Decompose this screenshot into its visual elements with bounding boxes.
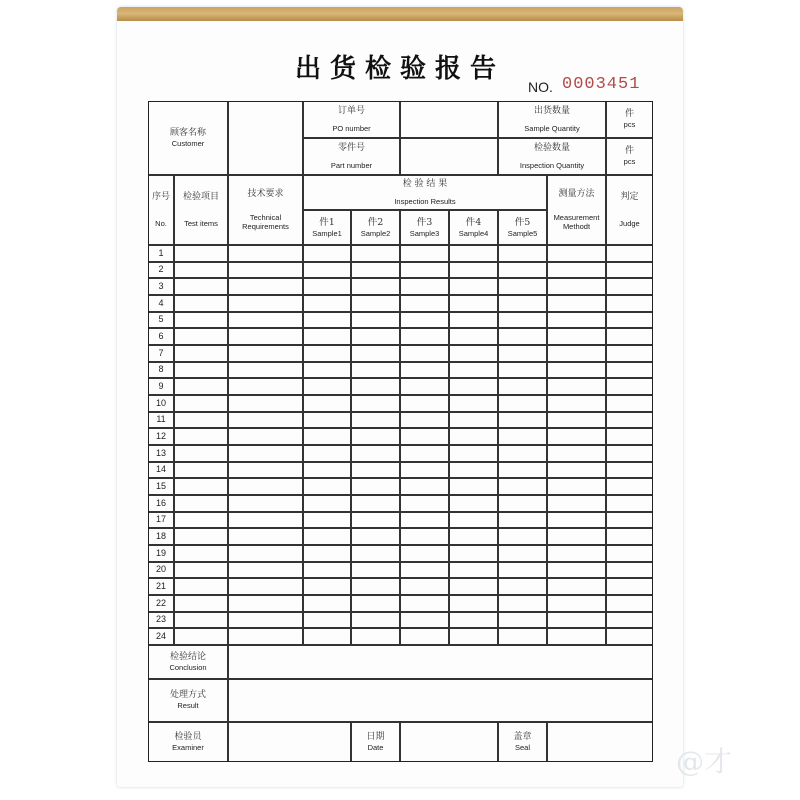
technical-requirement-field[interactable] [228, 462, 303, 479]
measurement-method-field[interactable] [547, 295, 606, 312]
test-item-field[interactable] [174, 278, 228, 295]
judge-field[interactable] [606, 578, 653, 595]
part-number-label-cell [303, 138, 400, 175]
sample5-field[interactable] [498, 278, 547, 295]
serial-number-value: 0003451 [562, 75, 641, 94]
sample2-field[interactable] [351, 445, 400, 462]
measurement-method-field[interactable] [547, 545, 606, 562]
sample1-field[interactable] [303, 428, 351, 445]
judge-field[interactable] [606, 512, 653, 529]
row-number: 7 [148, 345, 174, 362]
sample5-field[interactable] [498, 578, 547, 595]
sample1-field[interactable] [303, 512, 351, 529]
customer-label-cell [148, 101, 228, 175]
technical-requirement-field[interactable] [228, 545, 303, 562]
test-item-field[interactable] [174, 628, 228, 645]
sample-quantity-field[interactable] [606, 101, 653, 138]
measurement-method-field[interactable] [547, 278, 606, 295]
judge-field[interactable] [606, 295, 653, 312]
sample3-field[interactable] [400, 478, 449, 495]
sample4-field[interactable] [449, 478, 498, 495]
test-item-field[interactable] [174, 345, 228, 362]
sample1-field[interactable] [303, 412, 351, 429]
test-item-field[interactable] [174, 295, 228, 312]
sample2-field[interactable] [351, 412, 400, 429]
measurement-method-field[interactable] [547, 312, 606, 329]
test-item-field[interactable] [174, 595, 228, 612]
sample4-field[interactable] [449, 312, 498, 329]
sample3-field[interactable] [400, 578, 449, 595]
sample5-field[interactable] [498, 312, 547, 329]
judge-field[interactable] [606, 312, 653, 329]
technical-requirement-field[interactable] [228, 412, 303, 429]
sample5-field[interactable] [498, 328, 547, 345]
sample4-field[interactable] [449, 378, 498, 395]
sample3-field[interactable] [400, 528, 449, 545]
sample5-field[interactable] [498, 512, 547, 529]
sample3-field[interactable] [400, 362, 449, 379]
test-item-field[interactable] [174, 512, 228, 529]
judge-field[interactable] [606, 462, 653, 479]
date-field[interactable] [400, 722, 498, 762]
measurement-method-field[interactable] [547, 495, 606, 512]
sample2-field[interactable] [351, 562, 400, 579]
sample3-field[interactable] [400, 512, 449, 529]
test-item-field[interactable] [174, 362, 228, 379]
judge-field[interactable] [606, 428, 653, 445]
result-field[interactable] [228, 679, 653, 722]
judge-field[interactable] [606, 362, 653, 379]
sample3-field[interactable] [400, 345, 449, 362]
sample3-field[interactable] [400, 245, 449, 262]
row-number: 14 [148, 462, 174, 479]
sample3-field[interactable] [400, 445, 449, 462]
measurement-method-field[interactable] [547, 462, 606, 479]
measurement-method-field[interactable] [547, 428, 606, 445]
row-number: 1 [148, 245, 174, 262]
examiner-label-cell: 检验员 Examiner [148, 722, 228, 762]
judge-field[interactable] [606, 262, 653, 279]
sample1-field[interactable] [303, 528, 351, 545]
test-item-field[interactable] [174, 245, 228, 262]
sample1-field[interactable] [303, 312, 351, 329]
measurement-method-field[interactable] [547, 245, 606, 262]
measurement-method-field[interactable] [547, 345, 606, 362]
sample2-field[interactable] [351, 295, 400, 312]
sample5-field[interactable] [498, 245, 547, 262]
part-label-zh: 零件号 [337, 142, 365, 153]
sample1-field[interactable] [303, 395, 351, 412]
unit-en: pcs [623, 157, 636, 167]
row-number: 11 [148, 412, 174, 429]
technical-requirement-field[interactable] [228, 295, 303, 312]
sample1-field[interactable] [303, 262, 351, 279]
sample3-field[interactable] [400, 262, 449, 279]
measurement-method-field[interactable] [547, 562, 606, 579]
sample4-field[interactable] [449, 578, 498, 595]
column-header-test-items: 检验项目 Test items [174, 175, 228, 245]
judge-field[interactable] [606, 278, 653, 295]
test-item-field[interactable] [174, 445, 228, 462]
sample4-field[interactable] [449, 445, 498, 462]
technical-requirement-field[interactable] [228, 478, 303, 495]
measurement-method-field[interactable] [547, 362, 606, 379]
sample2-field[interactable] [351, 362, 400, 379]
sample4-field[interactable] [449, 545, 498, 562]
test-item-field[interactable] [174, 478, 228, 495]
test-item-field[interactable] [174, 612, 228, 629]
technical-requirement-field[interactable] [228, 262, 303, 279]
sample2-field[interactable] [351, 312, 400, 329]
sample5-field[interactable] [498, 528, 547, 545]
sample4-field[interactable] [449, 278, 498, 295]
column-header-sample-5: 件5 Sample5 [498, 210, 547, 245]
sample3-field[interactable] [400, 395, 449, 412]
sample1-field[interactable] [303, 278, 351, 295]
row-number: 3 [148, 278, 174, 295]
row-number: 24 [148, 628, 174, 645]
row-number: 8 [148, 362, 174, 379]
measurement-method-field[interactable] [547, 512, 606, 529]
sample2-field[interactable] [351, 528, 400, 545]
conclusion-field[interactable] [228, 645, 653, 679]
measurement-method-field[interactable] [547, 378, 606, 395]
sample3-field[interactable] [400, 328, 449, 345]
row-number: 23 [148, 612, 174, 629]
sample1-field[interactable] [303, 328, 351, 345]
sample5-field[interactable] [498, 595, 547, 612]
sample1-field[interactable] [303, 495, 351, 512]
test-item-field[interactable] [174, 495, 228, 512]
technical-requirement-field[interactable] [228, 528, 303, 545]
technical-requirement-field[interactable] [228, 512, 303, 529]
sample3-field[interactable] [400, 278, 449, 295]
sample3-field[interactable] [400, 595, 449, 612]
sample3-field[interactable] [400, 412, 449, 429]
technical-requirement-field[interactable] [228, 595, 303, 612]
inspection-quantity-label-cell [498, 138, 606, 175]
sample2-field[interactable] [351, 545, 400, 562]
sample2-field[interactable] [351, 245, 400, 262]
inspection-quantity-field[interactable] [606, 138, 653, 175]
measurement-method-field[interactable] [547, 478, 606, 495]
sample5-field[interactable] [498, 295, 547, 312]
test-item-field[interactable] [174, 395, 228, 412]
judge-field[interactable] [606, 328, 653, 345]
watermark: @才 [676, 745, 733, 778]
judge-field[interactable] [606, 612, 653, 629]
test-item-field[interactable] [174, 378, 228, 395]
column-header-technical-requirements: 技术要求 Technical Requirements [228, 175, 303, 245]
judge-field[interactable] [606, 245, 653, 262]
row-number: 6 [148, 328, 174, 345]
technical-requirement-field[interactable] [228, 612, 303, 629]
column-header-judge: 判定 Judge [606, 175, 653, 245]
sample4-field[interactable] [449, 295, 498, 312]
technical-requirement-field[interactable] [228, 445, 303, 462]
po-number-label-cell [303, 101, 400, 138]
insp-qty-label-en: Inspection Quantity [519, 160, 585, 170]
sample2-field[interactable] [351, 345, 400, 362]
sample3-field[interactable] [400, 295, 449, 312]
judge-field[interactable] [606, 395, 653, 412]
ship-qty-label-en: Sample Quantity [524, 123, 580, 133]
technical-requirement-field[interactable] [228, 245, 303, 262]
sample4-field[interactable] [449, 428, 498, 445]
unit-zh: 件 [624, 109, 634, 120]
sample4-field[interactable] [449, 612, 498, 629]
sample5-field[interactable] [498, 562, 547, 579]
row-number: 4 [148, 295, 174, 312]
sample4-field[interactable] [449, 562, 498, 579]
sample4-field[interactable] [449, 595, 498, 612]
sample5-field[interactable] [498, 478, 547, 495]
sample2-field[interactable] [351, 478, 400, 495]
ship-qty-label-zh: 出货数量 [533, 105, 570, 116]
test-item-field[interactable] [174, 528, 228, 545]
column-header-measurement-method: 测量方法 Measurement Methodt [547, 175, 606, 245]
sample2-field[interactable] [351, 378, 400, 395]
column-header-sample-3: 件3 Sample3 [400, 210, 449, 245]
sample1-field[interactable] [303, 362, 351, 379]
sample2-field[interactable] [351, 512, 400, 529]
customer-value-field[interactable] [228, 101, 303, 175]
unit-zh: 件 [624, 146, 634, 157]
technical-requirement-field[interactable] [228, 495, 303, 512]
sample1-field[interactable] [303, 612, 351, 629]
po-label-zh: 订单号 [337, 105, 365, 116]
sample1-field[interactable] [303, 462, 351, 479]
sample1-field[interactable] [303, 545, 351, 562]
sample1-field[interactable] [303, 478, 351, 495]
po-number-field[interactable] [400, 101, 498, 138]
sample1-field[interactable] [303, 445, 351, 462]
sample2-field[interactable] [351, 628, 400, 645]
sample4-field[interactable] [449, 328, 498, 345]
sample1-field[interactable] [303, 595, 351, 612]
row-number: 12 [148, 428, 174, 445]
sample1-field[interactable] [303, 578, 351, 595]
sample4-field[interactable] [449, 345, 498, 362]
customer-label-en: Customer [171, 138, 205, 148]
part-label-en: Part number [330, 160, 373, 170]
judge-field[interactable] [606, 545, 653, 562]
row-number: 16 [148, 495, 174, 512]
row-number: 9 [148, 378, 174, 395]
judge-field[interactable] [606, 345, 653, 362]
sample4-field[interactable] [449, 512, 498, 529]
sample2-field[interactable] [351, 495, 400, 512]
test-item-field[interactable] [174, 412, 228, 429]
conclusion-label-cell: 检验结论 Conclusion [148, 645, 228, 679]
column-header-sample-2: 件2 Sample2 [351, 210, 400, 245]
result-label-cell: 处理方式 Result [148, 679, 228, 722]
row-number: 19 [148, 545, 174, 562]
sample1-field[interactable] [303, 345, 351, 362]
test-item-field[interactable] [174, 428, 228, 445]
measurement-method-field[interactable] [547, 628, 606, 645]
judge-field[interactable] [606, 495, 653, 512]
sample2-field[interactable] [351, 278, 400, 295]
sample4-field[interactable] [449, 628, 498, 645]
seal-label-cell: 盖章 Seal [498, 722, 547, 762]
insp-qty-label-zh: 检验数量 [533, 142, 570, 153]
technical-requirement-field[interactable] [228, 345, 303, 362]
technical-requirement-field[interactable] [228, 278, 303, 295]
sample5-field[interactable] [498, 428, 547, 445]
row-number: 22 [148, 595, 174, 612]
sample4-field[interactable] [449, 412, 498, 429]
column-header-inspection-results: 检 验 结 果 Inspection Results [303, 175, 547, 210]
sample5-field[interactable] [498, 362, 547, 379]
measurement-method-field[interactable] [547, 395, 606, 412]
row-number: 18 [148, 528, 174, 545]
test-item-field[interactable] [174, 545, 228, 562]
sample4-field[interactable] [449, 462, 498, 479]
sample1-field[interactable] [303, 245, 351, 262]
sample1-field[interactable] [303, 562, 351, 579]
judge-field[interactable] [606, 445, 653, 462]
row-number: 5 [148, 312, 174, 329]
inspection-table [148, 101, 653, 762]
sample1-field[interactable] [303, 628, 351, 645]
judge-field[interactable] [606, 595, 653, 612]
row-number: 15 [148, 478, 174, 495]
technical-requirement-field[interactable] [228, 578, 303, 595]
row-number: 10 [148, 395, 174, 412]
sample2-field[interactable] [351, 595, 400, 612]
row-number: 21 [148, 578, 174, 595]
unit-en: pcs [623, 120, 636, 130]
technical-requirement-field[interactable] [228, 312, 303, 329]
sample4-field[interactable] [449, 395, 498, 412]
measurement-method-field[interactable] [547, 262, 606, 279]
technical-requirement-field[interactable] [228, 378, 303, 395]
sample3-field[interactable] [400, 562, 449, 579]
judge-field[interactable] [606, 528, 653, 545]
sample4-field[interactable] [449, 245, 498, 262]
sample5-field[interactable] [498, 628, 547, 645]
sample2-field[interactable] [351, 612, 400, 629]
judge-field[interactable] [606, 562, 653, 579]
row-number: 20 [148, 562, 174, 579]
sample2-field[interactable] [351, 462, 400, 479]
seal-field[interactable] [547, 722, 653, 762]
judge-field[interactable] [606, 412, 653, 429]
sample-quantity-label-cell [498, 101, 606, 138]
po-label-en: PO number [332, 123, 371, 133]
row-number: 2 [148, 262, 174, 279]
sample2-field[interactable] [351, 578, 400, 595]
sample1-field[interactable] [303, 378, 351, 395]
test-item-field[interactable] [174, 262, 228, 279]
sample5-field[interactable] [498, 395, 547, 412]
test-item-field[interactable] [174, 578, 228, 595]
sample5-field[interactable] [498, 412, 547, 429]
test-item-field[interactable] [174, 312, 228, 329]
sample3-field[interactable] [400, 612, 449, 629]
sample5-field[interactable] [498, 345, 547, 362]
paper-binding-strip [117, 7, 683, 21]
measurement-method-field[interactable] [547, 578, 606, 595]
serial-number-label: NO. [528, 79, 553, 95]
sample1-field[interactable] [303, 295, 351, 312]
sample2-field[interactable] [351, 262, 400, 279]
sample3-field[interactable] [400, 428, 449, 445]
sample5-field[interactable] [498, 495, 547, 512]
technical-requirement-field[interactable] [228, 562, 303, 579]
examiner-field[interactable] [228, 722, 351, 762]
measurement-method-field[interactable] [547, 445, 606, 462]
sample5-field[interactable] [498, 445, 547, 462]
sample5-field[interactable] [498, 378, 547, 395]
column-header-no: 序号 No. [148, 175, 174, 245]
test-item-field[interactable] [174, 462, 228, 479]
sample4-field[interactable] [449, 495, 498, 512]
technical-requirement-field[interactable] [228, 395, 303, 412]
column-header-sample-1: 件1 Sample1 [303, 210, 351, 245]
sample3-field[interactable] [400, 378, 449, 395]
technical-requirement-field[interactable] [228, 428, 303, 445]
sample4-field[interactable] [449, 528, 498, 545]
test-item-field[interactable] [174, 562, 228, 579]
sample3-field[interactable] [400, 628, 449, 645]
judge-field[interactable] [606, 378, 653, 395]
sample5-field[interactable] [498, 612, 547, 629]
form-title: 出货检验报告 [294, 54, 505, 84]
row-number: 17 [148, 512, 174, 529]
customer-label-zh: 顾客名称 [169, 127, 206, 138]
part-number-field[interactable] [400, 138, 498, 175]
sample5-field[interactable] [498, 462, 547, 479]
measurement-method-field[interactable] [547, 328, 606, 345]
sample2-field[interactable] [351, 428, 400, 445]
sample2-field[interactable] [351, 395, 400, 412]
measurement-method-field[interactable] [547, 528, 606, 545]
sample4-field[interactable] [449, 362, 498, 379]
sample3-field[interactable] [400, 495, 449, 512]
technical-requirement-field[interactable] [228, 328, 303, 345]
measurement-method-field[interactable] [547, 412, 606, 429]
judge-field[interactable] [606, 478, 653, 495]
measurement-method-field[interactable] [547, 595, 606, 612]
technical-requirement-field[interactable] [228, 628, 303, 645]
sample5-field[interactable] [498, 545, 547, 562]
sample2-field[interactable] [351, 328, 400, 345]
sample5-field[interactable] [498, 262, 547, 279]
sample4-field[interactable] [449, 262, 498, 279]
sample3-field[interactable] [400, 462, 449, 479]
date-label-cell: 日期 Date [351, 722, 400, 762]
sample3-field[interactable] [400, 545, 449, 562]
test-item-field[interactable] [174, 328, 228, 345]
technical-requirement-field[interactable] [228, 362, 303, 379]
judge-field[interactable] [606, 628, 653, 645]
column-header-sample-4: 件4 Sample4 [449, 210, 498, 245]
measurement-method-field[interactable] [547, 612, 606, 629]
row-number: 13 [148, 445, 174, 462]
sample3-field[interactable] [400, 312, 449, 329]
